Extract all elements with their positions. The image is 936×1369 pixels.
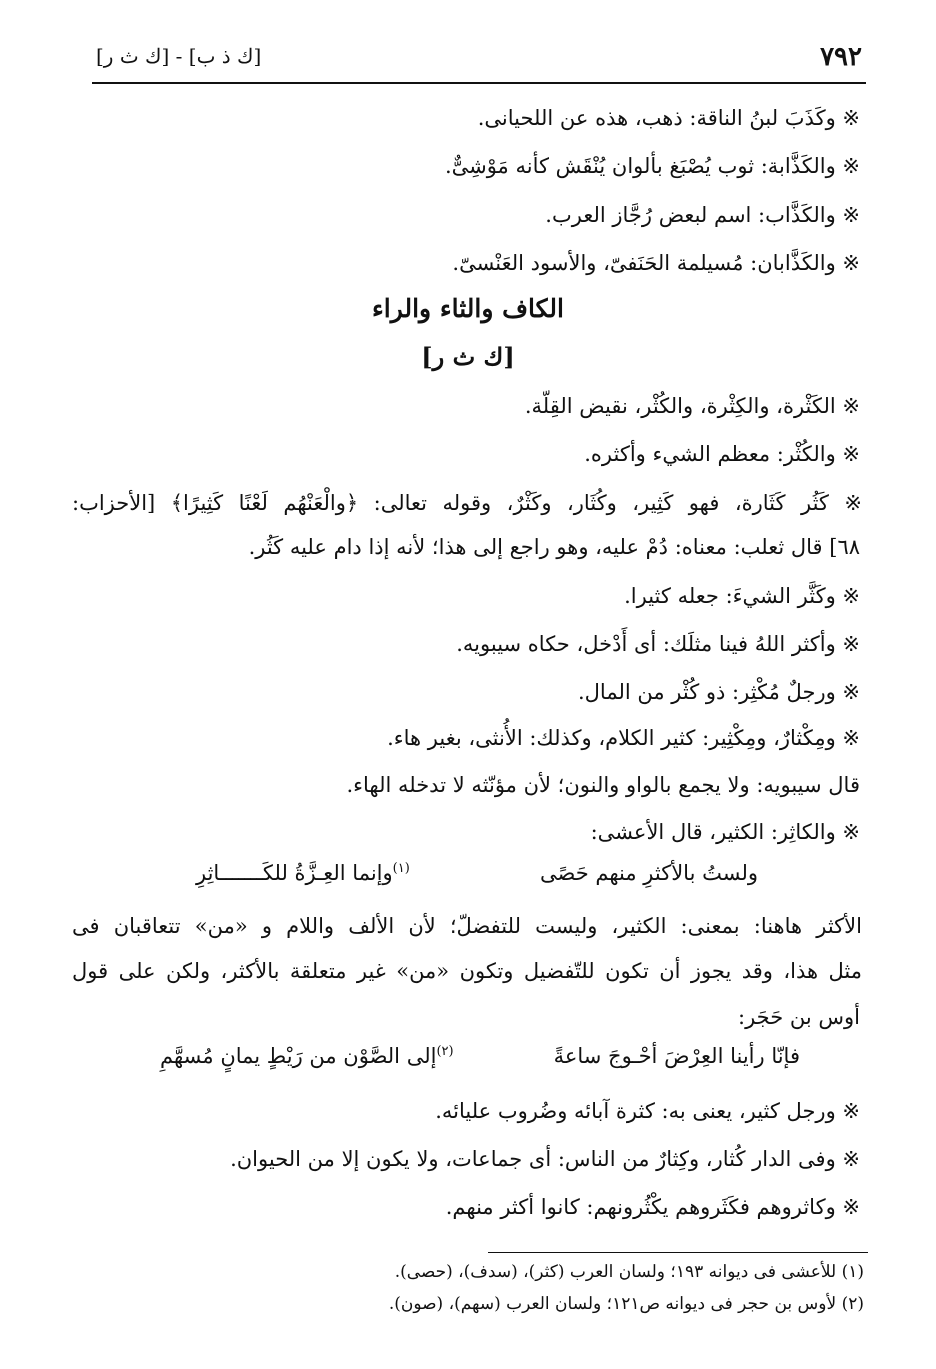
verse-2-second-hemistich: $^{(٢)}$إلى الصَّوْن من رَيْطٍ يمانٍ مُسهَّمِ	[160, 1044, 454, 1068]
entry-line: الأكثر هاهنا: بمعنى: الكثير، وليست للتفضلّ؛ لأن الألف واللام و «من» تتعاقبان فى	[72, 914, 862, 938]
page-header	[92, 40, 866, 76]
entry-line: ※ والكَذَّابة: ثوب يُصْبَغ بألوان يُنْقَش كأنه مَوْشِىٌّ.	[444, 154, 860, 178]
entry-line: ※ ورجلٌ مُكْثِر: ذو كُثْر من المال.	[577, 680, 860, 704]
footnote: (١) للأعشى فى ديوانه ١٩٣؛ ولسان العرب (كثر)، (سدف)، (حصى).	[394, 1262, 864, 1282]
footnote-rule	[488, 1252, 868, 1253]
footnote: (٢) لأوس بن حجر فى ديوانه ص١٢١؛ ولسان العرب (سهم)، (صون).	[388, 1294, 864, 1314]
entry-line: ※ والكَذَّاب: اسم لبعض رُجَّاز العرب.	[545, 203, 860, 227]
entry-line: قال سيبويه: ولا يجمع بالواو والنون؛ لأن مؤنّثه لا تدخله الهاء.	[346, 773, 860, 797]
entry-line: ※ كَثُر كَثَارة، فهو كَثِير، وكُثَار، وكَثْرٌ، وقوله تعالى: ﴿والْعَنْهُم لَعْنًا كَثِيرًا﴾ [الأحزاب:	[72, 491, 862, 515]
entry-line: ※ وكاثروهم فكَثَروهم يكْثُرونهم: كانوا أكثر منهم.	[445, 1195, 860, 1219]
entry-line: ※ وفى الدار كُثار، وكِثارٌ من الناس: أى جماعات، ولا يكون إلا من الحيوان.	[230, 1147, 860, 1171]
entry-line: ※ وأكثر اللهُ فينا مثلَك: أى أَدْخل، حكاه سيبويه.	[456, 632, 860, 656]
entry-line: ※ ومِكْثارٌ، ومِكْثِير: كثير الكلام، وكذلك: الأُنثى، بغير هاء.	[387, 726, 860, 750]
entry-line: ※ ورجل كثير، يعنى به: كثرة آبائه وضُروب عليائه.	[435, 1099, 860, 1123]
page-number: ٧٩٢	[820, 42, 862, 72]
entry-line: مثل هذا، وقد يجوز أن تكون للتّفضيل وتكون «من» غير متعلقة بالأكثر، ولكن على قول	[72, 959, 862, 983]
entry-line: ※ والكَذَّابان: مُسيلمة الحَنَفىّ، والأسود العَنْسىّ.	[452, 251, 860, 275]
header-rule	[92, 82, 866, 84]
entry-line: ※ وكَثَّر الشيءَ: جعله كثيرا.	[624, 584, 860, 608]
root-title: [ك ث ر]	[421, 342, 515, 371]
entry-line: ٦٨] قال ثعلب: معناه: دُمْ عليه، وهو راجع إلى هذا؛ لأنه إذا دام عليه كَثُر.	[248, 535, 860, 559]
running-head: [ك ذ ب] - [ك ث ر]	[96, 44, 262, 68]
entry-line: ※ وكَذَبَ لبنُ الناقة: ذهب، هذه عن اللحيانى.	[477, 106, 860, 130]
entry-line: ※ والكاثِر: الكثير، قال الأعشى:	[590, 820, 860, 844]
section-title: الكاف والثاء والراء	[372, 294, 564, 323]
verse-1-first-hemistich: ولستُ بالأكثرِ منهم حَصًى	[540, 861, 758, 885]
entry-line: أوس بن حَجَر:	[738, 1005, 860, 1029]
footnote-mark: (٢)	[436, 1044, 454, 1059]
verse-2-first-hemistich: فإنّا رأينا العِرْضَ أحْـوجَ ساعةً	[553, 1044, 800, 1068]
footnote-mark: (١)	[392, 861, 410, 876]
entry-line: ※ الكَثْرة، والكِثْرة، والكُثْر، نقيض القِلّة.	[524, 394, 860, 418]
verse-1-second-hemistich: $^{(١)}$وإنما العِـزَّةُ للكَـــــــاثِرِ	[196, 861, 410, 885]
entry-line: ※ والكُثْر: معظم الشيء وأكثره.	[584, 442, 860, 466]
